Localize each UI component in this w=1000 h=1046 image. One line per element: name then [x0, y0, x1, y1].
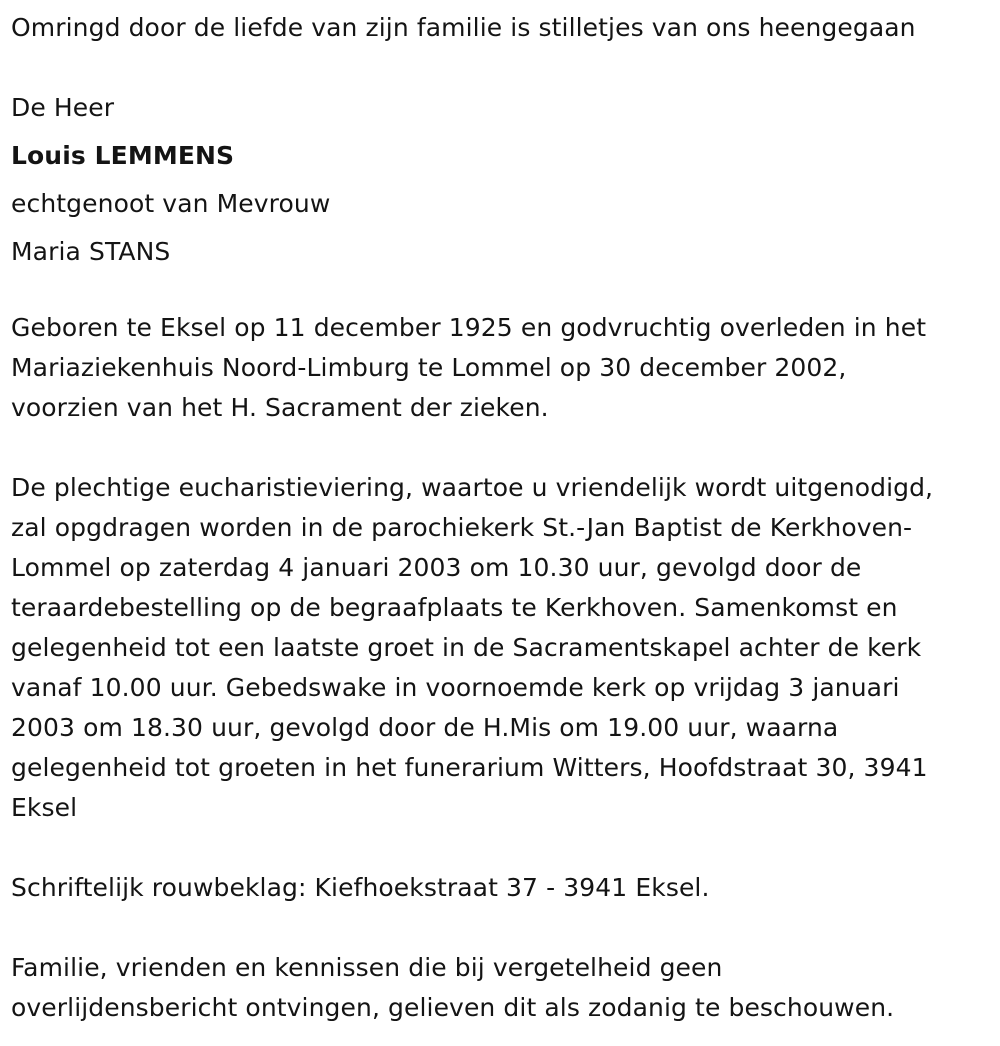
ceremony-line: 2003 om 18.30 uur, gevolgd door de H.Mis om 19.00 uur, waarna	[11, 713, 839, 742]
birth-death-paragraph	[11, 308, 1000, 428]
spouse-label: echtgenoot van Mevrouw	[11, 189, 331, 218]
ceremony-paragraph	[11, 468, 1000, 828]
intro-text: Omringd door de liefde van zijn familie is stilletjes van ons heengegaan	[11, 13, 916, 42]
ceremony-line: Lommel op zaterdag 4 januari 2003 om 10.30 uur, gevolgd door de	[11, 553, 862, 582]
ceremony-line: De plechtige eucharistieviering, waartoe u vriendelijk wordt uitgenodigd,	[11, 473, 934, 502]
spacer	[11, 908, 1000, 948]
condolence-address: Schriftelijk rouwbeklag: Kiefhoekstraat 37 - 3941 Eksel.	[11, 873, 710, 902]
ceremony-line: Eksel	[11, 793, 78, 822]
closing-line: Familie, vrienden en kennissen die bij vergetelheid geen	[11, 953, 723, 982]
closing-paragraph	[11, 948, 1000, 1028]
spacer	[11, 52, 1000, 84]
title-text: De Heer	[11, 93, 115, 122]
ceremony-line: teraardebestelling op de begraafplaats te Kerkhoven. Samenkomst en	[11, 593, 898, 622]
spacer	[11, 276, 1000, 308]
spacer	[11, 428, 1000, 468]
birth-death-line: Geboren te Eksel op 11 december 1925 en godvruchtig overleden in het	[11, 313, 927, 342]
ceremony-line: vanaf 10.00 uur. Gebedswake in voornoemde kerk op vrijdag 3 januari	[11, 673, 900, 702]
birth-death-line: voorzien van het H. Sacrament der zieken.	[11, 393, 549, 422]
ceremony-line: gelegenheid tot groeten in het funerarium Witters, Hoofdstraat 30, 3941	[11, 753, 928, 782]
deceased-name: Louis LEMMENS	[11, 141, 235, 170]
ceremony-line: zal opgdragen worden in de parochiekerk St.-Jan Baptist de Kerkhoven-	[11, 513, 913, 542]
ceremony-line: gelegenheid tot een laatste groet in de Sacramentskapel achter de kerk	[11, 633, 922, 662]
spouse-name: Maria STANS	[11, 237, 171, 266]
spacer	[11, 828, 1000, 868]
closing-line: overlijdensbericht ontvingen, gelieven dit als zodanig te beschouwen.	[11, 993, 895, 1022]
birth-death-line: Mariaziekenhuis Noord-Limburg te Lommel op 30 december 2002,	[11, 353, 847, 382]
